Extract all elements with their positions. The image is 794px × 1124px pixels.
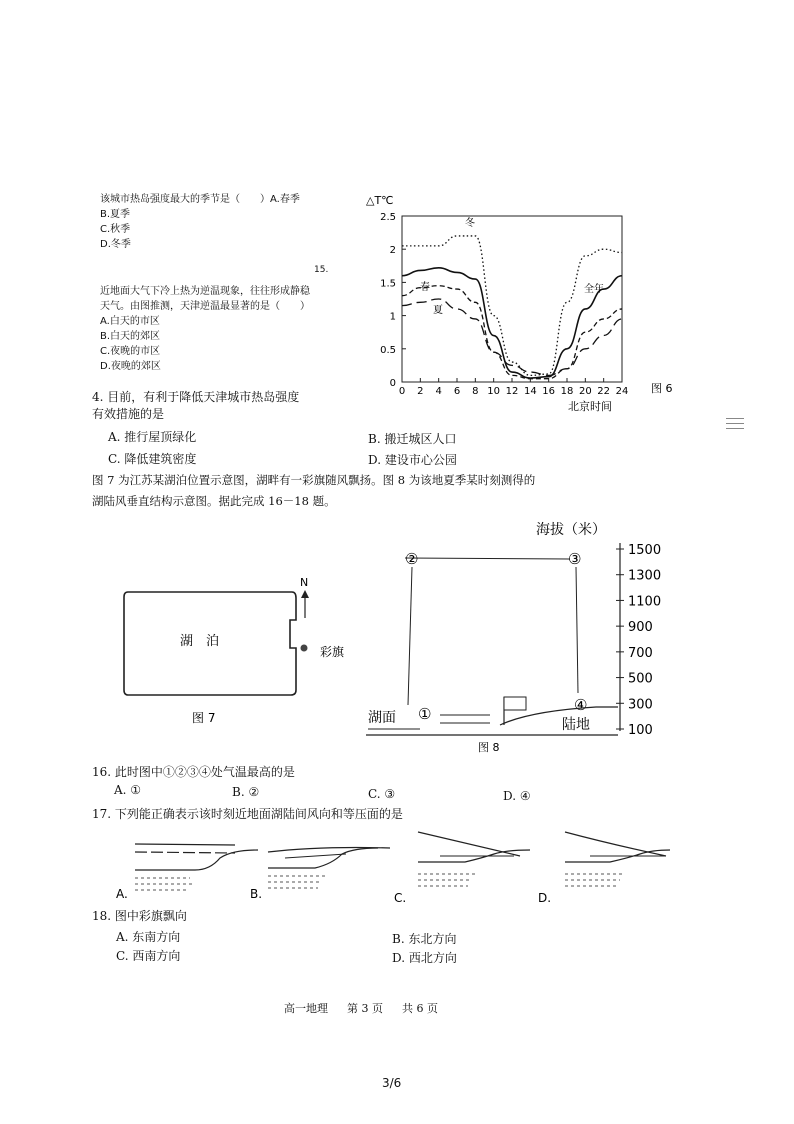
diagram-a <box>116 844 258 901</box>
diagram-c-label: C. <box>394 891 407 905</box>
question-stem-cont: 天气。由图推测，天津逆温最显著的是（ ） <box>100 301 310 312</box>
option-a: A. 推行屋顶绿化 <box>108 430 197 444</box>
point-2: ② <box>405 550 419 568</box>
option-b: B.白天的郊区 <box>100 331 161 342</box>
land-label: 陆地 <box>562 717 590 733</box>
point-4: ④ <box>574 696 588 714</box>
y-tick-label: 0 <box>389 378 396 389</box>
x-tick-label: 18 <box>560 386 574 397</box>
x-tick-label: 16 <box>542 386 556 397</box>
altitude-tick-label: 1300 <box>628 568 662 584</box>
option-b: B.夏季 <box>100 209 131 220</box>
fig8-lake-land-breeze <box>360 515 680 755</box>
fig7-lake-map <box>120 570 370 730</box>
option-c: C. 降低建筑密度 <box>108 452 197 466</box>
diagram-a-label: A. <box>116 887 128 901</box>
intro-line-1: 图 7 为江苏某湖泊位置示意图，湖畔有一彩旗随风飘扬。图 8 为该地夏季某时刻测得的 <box>92 473 536 487</box>
question-stem: 4. 目前，有利于降低天津城市热岛强度 <box>92 390 300 404</box>
flag-icon <box>504 697 526 725</box>
x-tick-label: 10 <box>487 386 501 397</box>
y-tick-label: 1 <box>389 311 396 323</box>
x-axis-label: 北京时间 <box>568 400 612 413</box>
altitude-tick-label: 700 <box>628 645 653 661</box>
footer-subject: 高一地理 <box>284 1002 328 1015</box>
point-1: ① <box>418 705 432 723</box>
x-tick-label: 4 <box>435 386 442 397</box>
series-label-summer: 夏 <box>433 305 443 316</box>
flag-position-dot <box>301 645 308 652</box>
option-d: D.夜晚的郊区 <box>100 361 161 372</box>
q18-option-a: A. 东南方向 <box>116 930 181 944</box>
question-18: 18. 图中彩旗飘向 <box>92 909 187 923</box>
y-tick-label: 1.5 <box>380 278 396 290</box>
q18-option-c: C. 西南方向 <box>116 949 181 963</box>
lake-label: 湖 泊 <box>180 634 220 649</box>
fig6-caption: 图 6 <box>651 382 673 395</box>
question-heat-island-season <box>100 192 360 252</box>
question-stem: 近地面大气下冷上热为逆温现象，往往形成静稳 <box>100 286 310 297</box>
x-tick-label: 24 <box>615 386 629 397</box>
footer-total: 共 6 页 <box>402 1002 438 1015</box>
q17-option-diagrams <box>110 826 680 908</box>
q16-option-b: B. ② <box>232 785 260 799</box>
series-label-spring: 春 <box>420 282 430 293</box>
q18-option-d: D. 西北方向 <box>392 951 457 965</box>
question-measures <box>92 389 392 423</box>
altitude-tick-label: 300 <box>628 697 653 713</box>
question-stem-cont: 有效措施的是 <box>92 407 165 421</box>
option-b: B. 搬迁城区人口 <box>368 432 457 446</box>
option-a: A.白天的市区 <box>100 316 160 327</box>
series-label-winter: 冬 <box>465 218 475 229</box>
question-mark-15: 15. <box>314 265 329 275</box>
north-arrow-icon <box>301 590 309 618</box>
altitude-tick-label: 900 <box>628 620 653 636</box>
north-label: N <box>300 576 309 589</box>
diagram-b-label: B. <box>250 887 263 901</box>
question-inversion <box>100 284 370 374</box>
question-stem: 该城市热岛强度最大的季节是（ ）A.春季 <box>100 194 300 205</box>
option-d: D.冬季 <box>100 239 131 250</box>
y-tick-label: 0.5 <box>380 344 396 356</box>
y-axis-label: △T℃ <box>366 194 394 207</box>
diagram-d <box>538 832 670 905</box>
altitude-tick-label: 100 <box>628 723 653 738</box>
question-16: 16. 此时图中①②③④处气温最高的是 <box>92 765 295 779</box>
page-counter: 3/6 <box>382 1076 402 1090</box>
option-d: D. 建设市心公园 <box>368 453 457 467</box>
fig7-caption: 图 7 <box>192 711 216 725</box>
q16-option-c: C. ③ <box>368 787 396 801</box>
altitude-tick-label: 500 <box>628 671 653 687</box>
y-tick-label: 2 <box>389 245 396 257</box>
altitude-tick-label: 1100 <box>628 594 662 610</box>
footer-page: 第 3 页 <box>347 1002 383 1015</box>
page-footer <box>284 1000 438 1016</box>
q18-option-b: B. 东北方向 <box>392 932 457 946</box>
section-intro <box>92 470 692 512</box>
side-menu-button[interactable] <box>726 414 744 432</box>
intro-line-2: 湖陆风垂直结构示意图。据此完成 16－18 题。 <box>92 494 336 508</box>
diagram-b <box>250 848 390 902</box>
x-tick-label: 8 <box>472 386 479 397</box>
fig8-caption: 图 8 <box>478 741 500 754</box>
altitude-tick-label: 1500 <box>628 543 662 558</box>
x-tick-label: 2 <box>417 386 424 397</box>
q16-option-d: D. ④ <box>503 789 531 803</box>
y-tick-label: 2.5 <box>380 212 396 223</box>
option-c: C.夜晚的市区 <box>100 346 161 357</box>
question-17: 17. 下列能正确表示该时刻近地面湖陆间风向和等压面的是 <box>92 807 403 821</box>
x-tick-label: 12 <box>505 386 519 397</box>
x-tick-label: 6 <box>453 386 461 397</box>
x-tick-label: 22 <box>597 386 611 397</box>
x-tick-label: 0 <box>398 386 406 397</box>
option-c: C.秋季 <box>100 224 131 235</box>
point-3: ③ <box>568 550 582 568</box>
x-tick-label: 20 <box>578 386 592 397</box>
lake-surface-label: 湖面 <box>368 710 396 726</box>
diagram-d-label: D. <box>538 891 552 905</box>
fig8-axis-title: 海拔（米） <box>536 522 606 538</box>
fig6-line-chart <box>360 188 690 418</box>
series-label-annual: 全年 <box>584 284 604 295</box>
diagram-c <box>394 832 530 905</box>
q16-option-a: A. ① <box>114 783 142 797</box>
x-tick-label: 14 <box>523 386 537 397</box>
flag-label: 彩旗 <box>320 645 345 659</box>
